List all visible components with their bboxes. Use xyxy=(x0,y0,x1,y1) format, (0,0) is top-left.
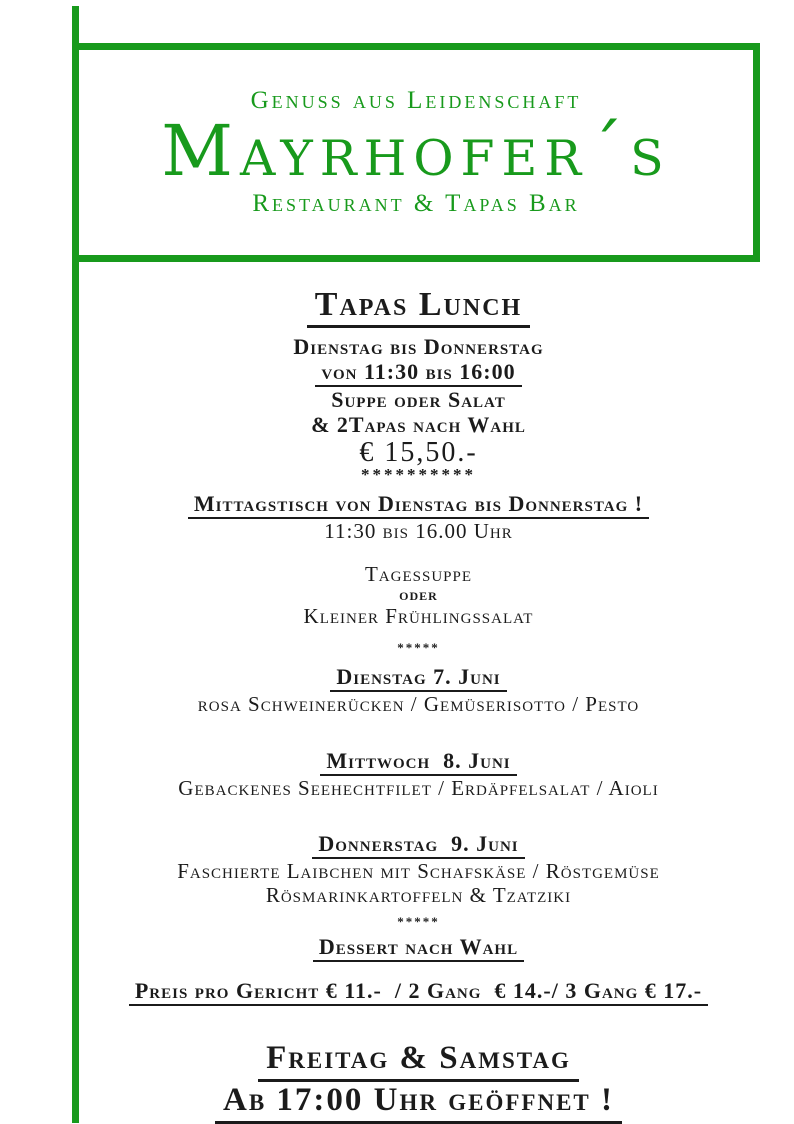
day-dish: Rösmarinkartoffeln & Tzatziki xyxy=(265,883,572,908)
day-menu-donnerstag xyxy=(79,831,758,907)
brand-tagline: Genuss aus Leidenschaft xyxy=(250,86,582,114)
price-line: Preis pro Gericht € 11.- / 2 Gang € 14.-/ 3 Gang € 17.- xyxy=(79,978,758,1006)
starter-soup: Tagessuppe xyxy=(364,561,473,586)
section-opening-hours xyxy=(79,1040,758,1124)
brand-box xyxy=(72,43,760,262)
menu-content xyxy=(79,287,758,1124)
day-menu-dienstag xyxy=(79,664,758,716)
day-title: Dienstag 7. Juni xyxy=(79,664,758,692)
dessert-heading: Dessert nach Wahl xyxy=(79,934,758,962)
day-title: Donnerstag 9. Juni xyxy=(79,831,758,859)
tapas-price: € 15,50.- xyxy=(359,437,478,468)
tapas-lunch-days: Dienstag bis Donnerstag xyxy=(293,333,544,359)
stars-separator-small-2: ***** xyxy=(397,914,440,930)
day-dish: Gebackenes Seehechtfilet / Erdäpfelsalat / Aioli xyxy=(178,775,659,800)
day-title: Mittwoch 8. Juni xyxy=(79,748,758,776)
tapas-option-line: Suppe oder Salat xyxy=(331,386,506,412)
tapas-lunch-hours: von 11:30 bis 16:00 xyxy=(79,359,758,387)
brand-subtitle: Restaurant & Tapas Bar xyxy=(252,190,580,218)
tapas-choice-line: & 2Tapas nach Wahl xyxy=(311,411,526,437)
mittagstisch-hours: 11:30 bis 16.00 Uhr xyxy=(324,519,513,544)
opening-hours: Ab 17:00 Uhr geöffnet ! xyxy=(79,1082,758,1124)
tapas-lunch-title: Tapas Lunch xyxy=(79,287,758,328)
opening-days: Freitag & Samstag xyxy=(79,1040,758,1082)
mittagstisch-heading: Mittagstisch von Dienstag bis Donnerstag ! xyxy=(79,491,758,519)
brand-title: Mayrhofer´s xyxy=(161,109,671,192)
day-dish: Faschierte Laibchen mit Schafskäse / Röstgemüse xyxy=(177,859,660,884)
section-mittagstisch xyxy=(79,491,758,1006)
or-label: oder xyxy=(399,584,438,604)
starter-salad: Kleiner Frühlingssalat xyxy=(303,604,534,629)
stars-separator-small-1: ***** xyxy=(397,639,440,655)
stars-separator-large: ********** xyxy=(361,465,476,485)
day-menu-mittwoch xyxy=(79,748,758,800)
section-tapas-lunch xyxy=(79,287,758,483)
day-dish: rosa Schweinerücken / Gemüserisotto / Pesto xyxy=(197,691,640,716)
